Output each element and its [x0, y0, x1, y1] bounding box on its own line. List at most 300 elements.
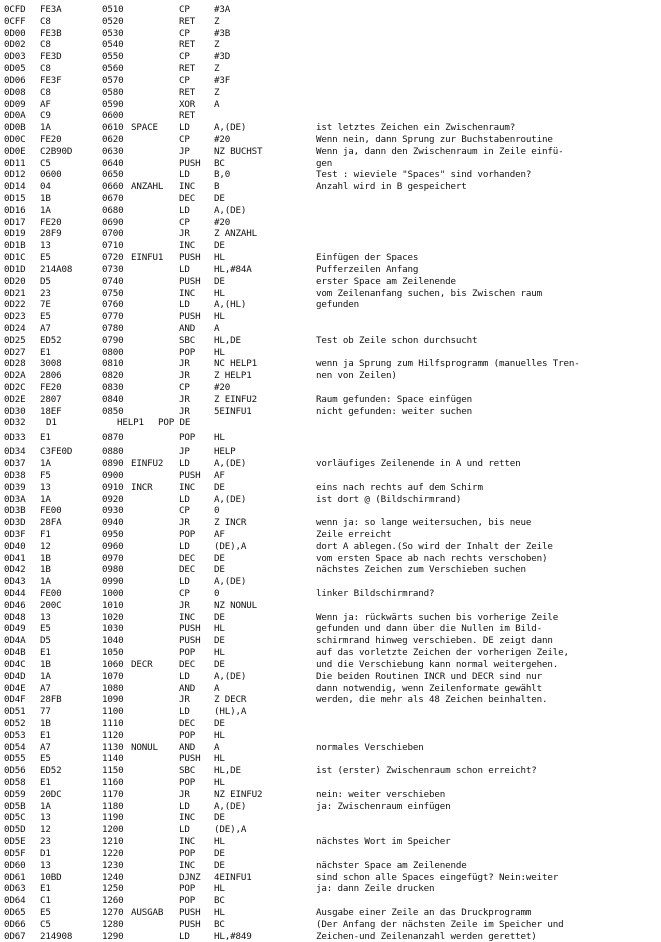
line-number: 1120	[102, 729, 124, 741]
machine-code: 214908	[40, 930, 73, 942]
listing-row	[0, 181, 661, 193]
listing-row	[0, 323, 661, 335]
listing-row	[0, 505, 661, 517]
line-number: 1130	[102, 741, 124, 753]
listing-row	[0, 335, 661, 347]
listing-row	[0, 75, 661, 87]
machine-code: 200C	[40, 599, 62, 611]
machine-code: C8	[40, 39, 51, 51]
comment: vom ersten Space ab nach rechts verschoben)	[316, 552, 548, 564]
address: 0D4E	[4, 682, 26, 694]
machine-code: E1	[40, 883, 51, 895]
listing-row	[0, 860, 661, 872]
address: 0D59	[4, 788, 26, 800]
operand: A,(DE)	[214, 458, 247, 470]
machine-code: 1A	[40, 204, 51, 216]
machine-code: 28FB	[40, 694, 62, 706]
mnemonic: CP	[179, 27, 190, 39]
mnemonic: PUSH	[179, 157, 201, 169]
listing-row	[0, 87, 661, 99]
address: 0D1B	[4, 240, 26, 252]
line-number: 1210	[102, 836, 124, 848]
operand: DE	[214, 611, 225, 623]
comment: Zeichen-und Zeilenanzahl werden gerettet)	[316, 930, 537, 942]
line-number: 1220	[102, 847, 124, 859]
operand: HL	[214, 311, 225, 323]
comment: gefunden	[316, 299, 360, 311]
listing-row	[0, 193, 661, 205]
line-number: 1010	[102, 599, 124, 611]
line-number: 0600	[102, 110, 124, 122]
machine-code: 28F9	[40, 228, 62, 240]
machine-code: A7	[40, 741, 51, 753]
listing-row	[0, 919, 661, 931]
comment: nächster Space am Zeilenende	[316, 859, 467, 871]
machine-code: C5	[40, 157, 51, 169]
machine-code: C8	[40, 63, 51, 75]
mnemonic: PUSH	[179, 469, 201, 481]
listing-row	[0, 370, 661, 382]
mnemonic: INC	[179, 812, 196, 824]
machine-code: FE00	[40, 588, 62, 599]
operand: Z DECR	[214, 694, 247, 706]
comment: erster Space am Zeilenende	[316, 275, 456, 287]
line-number: 1260	[102, 895, 124, 907]
comment: gen	[316, 157, 333, 169]
line-number: 1270	[102, 906, 124, 918]
address: 0D4F	[4, 694, 26, 706]
operand: A	[214, 98, 220, 110]
comment: wenn ja: so lange weitersuchen, bis neue	[316, 517, 532, 529]
machine-code: A7	[40, 322, 51, 334]
mnemonic: LD	[179, 299, 190, 311]
listing-row	[0, 600, 661, 612]
address: 0D22	[4, 299, 26, 311]
operand: A,(HL)	[214, 299, 247, 311]
address: 0D05	[4, 63, 26, 75]
operand: DE	[214, 564, 225, 576]
mnemonic: INC	[179, 836, 196, 848]
listing-row	[0, 576, 661, 588]
listing-row	[0, 264, 661, 276]
address: 0D12	[4, 169, 26, 181]
listing-row	[0, 931, 661, 942]
machine-code: 23	[40, 836, 51, 848]
asm-label: INCR	[131, 481, 153, 493]
address: 0D4A	[4, 635, 26, 647]
comment: ist dort @ (Bildschirmrand)	[316, 493, 462, 505]
operand: Z INCR	[214, 517, 247, 529]
listing-row	[0, 347, 661, 359]
line-number: 1200	[102, 824, 124, 836]
line-number: 1070	[102, 670, 124, 682]
mnemonic: SBC	[179, 334, 196, 346]
listing-row	[0, 358, 661, 370]
operand: HL	[214, 883, 225, 895]
operand: #3D	[214, 51, 231, 63]
mnemonic: AND	[179, 741, 196, 753]
machine-code: 77	[40, 706, 51, 718]
comment: ist (erster) Zwischenraum schon erreicht?	[316, 765, 537, 777]
machine-code: 13	[40, 859, 51, 871]
comment: normales Verschieben	[316, 741, 424, 753]
address: 0D08	[4, 86, 26, 98]
asm-label: EINFU1	[131, 252, 164, 264]
line-number: 0560	[102, 63, 124, 75]
line-number: 0620	[102, 133, 124, 145]
machine-code: D5	[40, 275, 51, 287]
comment: nächstes Wort im Speicher	[316, 836, 451, 848]
line-number: 1290	[102, 930, 124, 942]
address: 0D53	[4, 729, 26, 741]
mnemonic: PUSH	[179, 635, 201, 647]
line-number: 1080	[102, 682, 124, 694]
comment: nicht gefunden: weiter suchen	[316, 405, 473, 417]
listing-row	[0, 110, 661, 122]
machine-code: 1A	[40, 576, 51, 588]
machine-code: ED52	[40, 334, 62, 346]
mnemonic: POP	[179, 528, 196, 540]
address: 0D1C	[4, 252, 26, 264]
line-number: 0970	[102, 552, 124, 564]
operand: Z	[214, 39, 220, 51]
address: 0D34	[4, 446, 26, 458]
mnemonic: JP	[179, 145, 190, 157]
assembly-listing	[0, 4, 661, 942]
address: 0CFF	[4, 15, 26, 27]
listing-row	[0, 417, 661, 429]
address: 0D54	[4, 741, 26, 753]
asm-label: NONUL	[131, 741, 158, 753]
comment: eins nach rechts auf dem Schirm	[316, 481, 483, 493]
operand: DE	[214, 658, 225, 670]
line-number: 0820	[102, 370, 124, 382]
listing-row	[0, 895, 661, 907]
line-number: 0740	[102, 275, 124, 287]
address: 0D41	[4, 552, 26, 564]
operand: #20	[214, 133, 231, 145]
comment: Pufferzeilen Anfang	[316, 263, 419, 275]
listing-row	[0, 753, 661, 765]
operand: HL	[214, 777, 225, 788]
line-number: 0810	[102, 358, 124, 370]
mnemonic: LD	[179, 824, 190, 836]
operand: #3A	[214, 4, 231, 15]
mnemonic: CP	[179, 4, 190, 15]
operand: AF	[214, 528, 225, 540]
operand: DE	[214, 552, 225, 564]
machine-code: FE3A	[40, 4, 62, 15]
machine-code: 1B	[40, 564, 51, 576]
comment: Ausgabe einer Zeile an das Druckprogramm	[316, 906, 532, 918]
listing-row	[0, 16, 661, 28]
mnemonic: CP	[179, 133, 190, 145]
mnemonic: LD	[179, 930, 190, 942]
comment: Anzahl wird in B gespeichert	[316, 181, 467, 193]
address: 0D63	[4, 883, 26, 895]
operand: (DE),A	[214, 540, 247, 552]
line-number: 0700	[102, 228, 124, 240]
line-number: 1030	[102, 623, 124, 635]
line-number: 0640	[102, 157, 124, 169]
listing-row	[0, 706, 661, 718]
address: 0D32	[4, 417, 26, 429]
operand: DE	[214, 717, 225, 729]
address: 0D20	[4, 275, 26, 287]
operand: 4EINFU1	[214, 871, 252, 883]
asm-label: ANZAHL	[131, 181, 164, 193]
machine-code: E5	[40, 753, 51, 765]
line-number: 0650	[102, 169, 124, 181]
comment: gefunden und dann über die Nullen im Bild-	[316, 623, 543, 635]
line-number: 1090	[102, 694, 124, 706]
line-number: 1170	[102, 788, 124, 800]
machine-code: 1B	[40, 717, 51, 729]
listing-row	[0, 122, 661, 134]
operand: A,(DE)	[214, 493, 247, 505]
listing-row	[0, 51, 661, 63]
machine-code: FE20	[40, 382, 62, 393]
listing-row	[0, 394, 661, 406]
listing-row	[0, 169, 661, 181]
operand: 5EINFU1	[214, 405, 252, 417]
line-number: 1000	[102, 588, 124, 599]
operand: Z EINFU2	[214, 393, 258, 405]
machine-code: 214A08	[40, 263, 73, 275]
address: 0D67	[4, 930, 26, 942]
operand: HELP	[214, 446, 236, 458]
listing-row	[0, 541, 661, 553]
listing-row	[0, 63, 661, 75]
machine-code: AF	[40, 98, 51, 110]
address: 0D00	[4, 27, 26, 39]
operand: HL	[214, 432, 225, 444]
operand: A,(DE)	[214, 576, 247, 588]
listing-row	[0, 299, 661, 311]
machine-code: E5	[40, 623, 51, 635]
line-number: 0990	[102, 576, 124, 588]
comment: ja: Zwischenraum einfügen	[316, 800, 451, 812]
operand: DE	[214, 481, 225, 493]
mnemonic: RET	[179, 39, 196, 51]
listing-row	[0, 228, 661, 240]
operand: HL	[214, 753, 225, 765]
operand: HL	[214, 647, 225, 659]
address: 0D66	[4, 918, 26, 930]
mnemonic: SBC	[179, 765, 196, 777]
mnemonic: LD	[179, 576, 190, 588]
address: 0D30	[4, 405, 26, 417]
asm-label: SPACE	[131, 122, 158, 134]
operand: #3F	[214, 74, 231, 86]
mnemonic: LD	[179, 706, 190, 718]
operand: Z	[214, 15, 220, 27]
machine-code: E1	[40, 346, 51, 358]
machine-code: E1	[40, 729, 51, 741]
mnemonic: DEC	[179, 717, 196, 729]
mnemonic: JR	[179, 370, 190, 382]
comment: Einfügen der Spaces	[316, 252, 419, 264]
operand: #20	[214, 216, 231, 228]
address: 0D2C	[4, 382, 26, 393]
line-number: 1020	[102, 611, 124, 623]
machine-code: C2B90D	[40, 145, 73, 157]
operand: HL	[214, 252, 225, 264]
machine-code: 7E	[40, 299, 51, 311]
operand: DE	[214, 859, 225, 871]
machine-code: 13	[40, 240, 51, 252]
machine-code: FE20	[40, 133, 62, 145]
asm-label: EINFU2	[131, 458, 164, 470]
listing-row	[0, 588, 661, 600]
listing-row	[0, 134, 661, 146]
listing-row	[0, 517, 661, 529]
listing-row	[0, 694, 661, 706]
line-number: 1100	[102, 706, 124, 718]
listing-row	[0, 671, 661, 683]
line-number: 0520	[102, 15, 124, 27]
address: 0D3F	[4, 528, 26, 540]
line-number: 0720	[102, 252, 124, 264]
mnemonic: JR	[179, 599, 190, 611]
operand: HL	[214, 346, 225, 358]
operand: HL,#849	[214, 930, 252, 942]
address: 0D44	[4, 588, 26, 599]
asm-label: HELP1	[117, 417, 144, 429]
machine-code: D1	[46, 417, 57, 429]
mnemonic: PUSH	[179, 906, 201, 918]
listing-row	[0, 458, 661, 470]
listing-row	[0, 777, 661, 789]
operand: BC	[214, 157, 225, 169]
mnemonic: JR	[179, 358, 190, 370]
listing-row	[0, 446, 661, 458]
listing-row	[0, 28, 661, 40]
listing-row	[0, 39, 661, 51]
line-number: 0760	[102, 299, 124, 311]
comment: sind schon alle Spaces eingefügt? Nein:weiter	[316, 871, 559, 883]
machine-code: 13	[40, 812, 51, 824]
address: 0D19	[4, 228, 26, 240]
listing-row	[0, 789, 661, 801]
machine-code: E1	[40, 777, 51, 788]
mnemonic: LD	[179, 169, 190, 181]
mnemonic: LD	[179, 493, 190, 505]
address: 0D27	[4, 346, 26, 358]
line-number: 1110	[102, 717, 124, 729]
address: 0D28	[4, 358, 26, 370]
listing-row	[0, 240, 661, 252]
comment: dann notwendig, wenn Zeilenformate gewählt	[316, 682, 543, 694]
listing-row	[0, 146, 661, 158]
line-number: 0910	[102, 481, 124, 493]
machine-code: C9	[40, 110, 51, 122]
mnemonic: JR	[179, 788, 190, 800]
operand: NZ NONUL	[214, 599, 258, 611]
address: 0D1D	[4, 263, 26, 275]
address: 0D5C	[4, 812, 26, 824]
machine-code: FE3D	[40, 51, 62, 63]
line-number: 1190	[102, 812, 124, 824]
listing-row	[0, 812, 661, 824]
line-number: 0590	[102, 98, 124, 110]
line-number: 0770	[102, 311, 124, 323]
operand: HL,DE	[214, 334, 241, 346]
operand: BC	[214, 918, 225, 930]
comment: dort A ablegen.(So wird der Inhalt der Zeile	[316, 540, 553, 552]
machine-code: E5	[40, 906, 51, 918]
address: 0D58	[4, 777, 26, 788]
mnemonic: POP DE	[158, 417, 191, 429]
machine-code: F5	[40, 469, 51, 481]
machine-code: 13	[40, 611, 51, 623]
machine-code: ED52	[40, 765, 62, 777]
line-number: 0830	[102, 382, 124, 393]
address: 0D51	[4, 706, 26, 718]
comment: Test ob Zeile schon durchsucht	[316, 334, 478, 346]
listing-row	[0, 288, 661, 300]
machine-code: 12	[40, 540, 51, 552]
operand: HL	[214, 729, 225, 741]
listing-row	[0, 718, 661, 730]
mnemonic: POP	[179, 777, 196, 788]
listing-row	[0, 801, 661, 813]
operand: HL,#84A	[214, 263, 252, 275]
address: 0D49	[4, 623, 26, 635]
mnemonic: CP	[179, 588, 190, 599]
machine-code: 2807	[40, 393, 62, 405]
listing-row	[0, 217, 661, 229]
comment: schirmrand hinweg verschieben. DE zeigt dann	[316, 635, 553, 647]
line-number: 0980	[102, 564, 124, 576]
listing-row	[0, 529, 661, 541]
line-number: 1280	[102, 918, 124, 930]
mnemonic: AND	[179, 682, 196, 694]
machine-code: FE00	[40, 505, 62, 517]
address: 0D03	[4, 51, 26, 63]
comment: und die Verschiebung kann normal weitergehen.	[316, 658, 559, 670]
address: 0D16	[4, 204, 26, 216]
listing-row	[0, 382, 661, 394]
comment: vom Zeilenanfang suchen, bis Zwischen raum	[316, 287, 543, 299]
operand: HL	[214, 287, 225, 299]
operand: HL	[214, 906, 225, 918]
machine-code: 23	[40, 287, 51, 299]
machine-code: 0600	[40, 169, 62, 181]
line-number: 1160	[102, 777, 124, 788]
listing-row	[0, 683, 661, 695]
mnemonic: JP	[179, 446, 190, 458]
machine-code: C8	[40, 86, 51, 98]
mnemonic: JR	[179, 405, 190, 417]
listing-row	[0, 494, 661, 506]
address: 0D5D	[4, 824, 26, 836]
comment: Wenn ja: rückwärts suchen bis vorherige Zeile	[316, 611, 559, 623]
mnemonic: CP	[179, 216, 190, 228]
line-number: 0570	[102, 74, 124, 86]
operand: A,(DE)	[214, 122, 247, 134]
mnemonic: DJNZ	[179, 871, 201, 883]
mnemonic: INC	[179, 240, 196, 252]
line-number: 0950	[102, 528, 124, 540]
address: 0D61	[4, 871, 26, 883]
operand: #3B	[214, 27, 231, 39]
line-number: 0510	[102, 4, 124, 15]
operand: DE	[214, 635, 225, 647]
line-number: 0930	[102, 505, 124, 517]
operand: DE	[214, 240, 225, 252]
machine-code: FE3B	[40, 27, 62, 39]
